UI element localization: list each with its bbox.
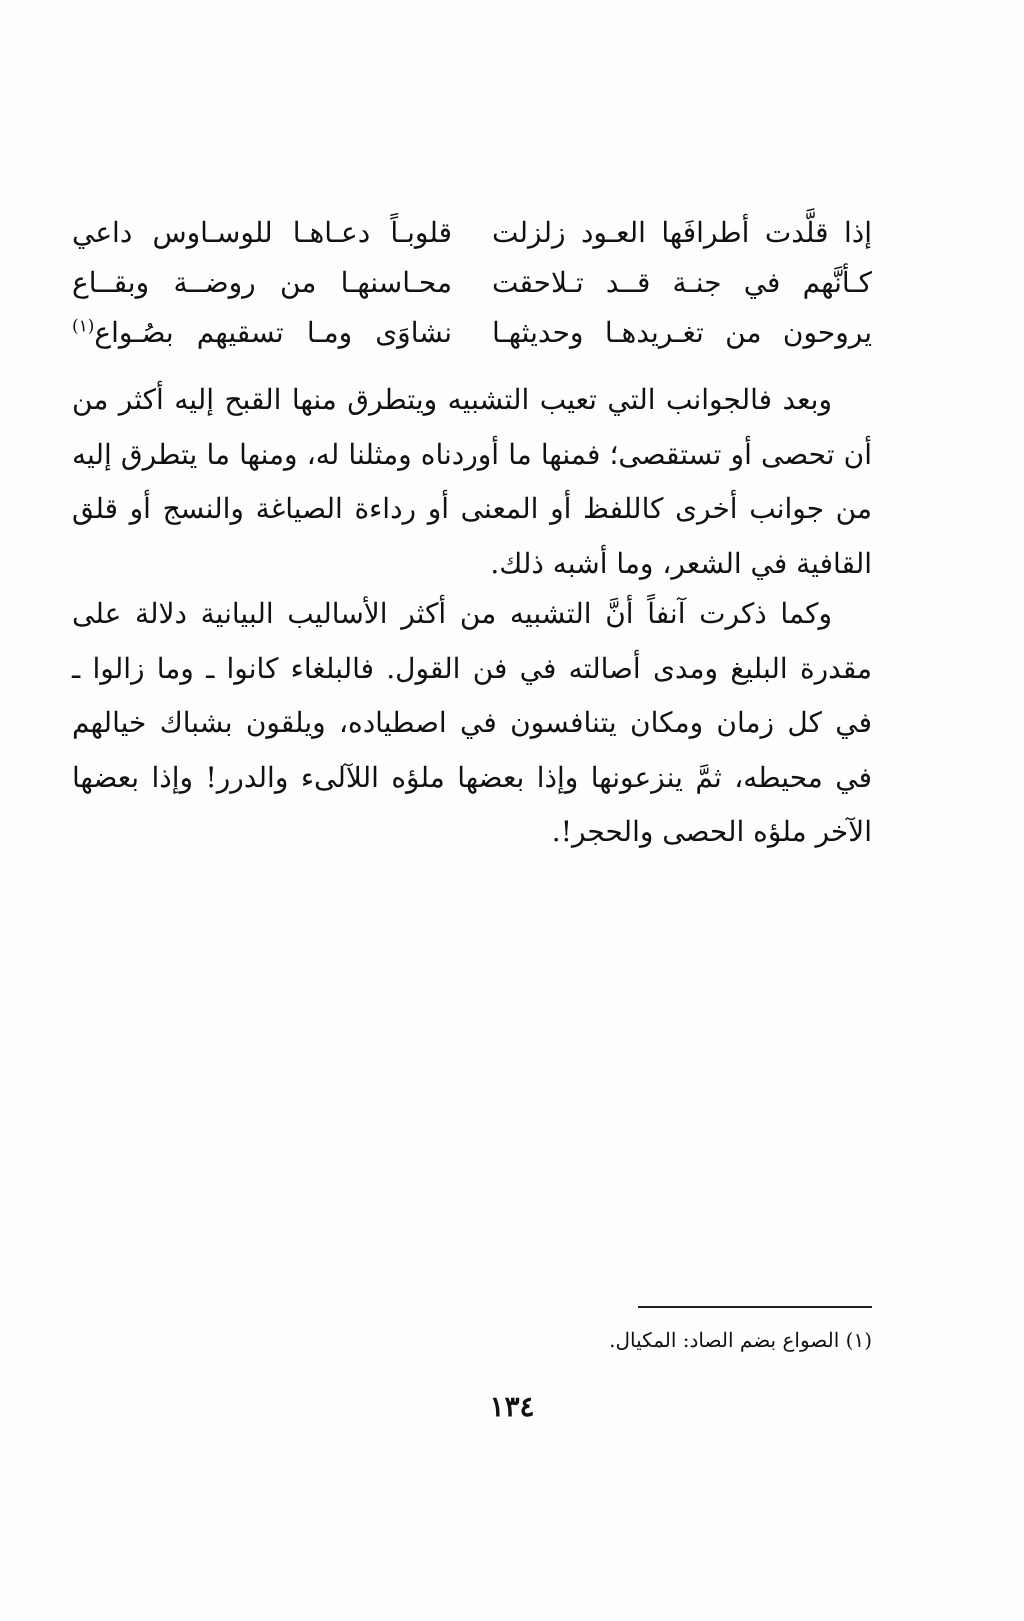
footnote-separator-rule [638, 1306, 872, 1308]
paragraph-1-text: وبعد فالجوانب التي تعيب التشبيه ويتطرق منها القبح إليه أكثر من أن تحصى أو تستقصى؛ فمنها ما أوردناه ومثلنا له، ومنها ما يتطرق إليه من جوانب أخرى كاللفظ أو المعنى أو رداءة الصياغة والنسج أو قلق القافية في الشعر، وما أشبه ذلك. [72, 383, 872, 580]
verse-2-first-hemistich: كـأنَّهم في جنـة قــد تـلاحقت [492, 266, 872, 299]
verse-1-first-hemistich: إذا قلَّدت أطرافَها العـود زلزلت [492, 216, 872, 249]
verse-3-second-hemistich-text: نشاوَى ومـا تسقيهم بصُـواع [94, 316, 452, 349]
verse-1-second-hemistich: قلوبـاً دعـاهـا للوسـاوس داعي [72, 216, 452, 249]
page-number: ١٣٤ [489, 1390, 535, 1423]
paragraph-2 [72, 587, 872, 860]
paragraph-1 [72, 373, 872, 591]
verse-3-second-hemistich [72, 308, 452, 358]
poem-verse-1 [72, 208, 872, 258]
verse-2-second-hemistich: محـاسنهـا من روضــة وبقــاع [72, 266, 452, 299]
poem-block [72, 208, 872, 358]
poem-verse-3 [72, 308, 872, 358]
verse-3-first-hemistich: يروحون من تغـريدهـا وحديثهـا [492, 316, 872, 349]
paragraph-2-text: وكما ذكرت آنفاً أنَّ التشبيه من أكثر الأساليب البيانية دلالة على مقدرة البليغ ومدى أصالته في فن القول. فالبلغاء كانوا ـ وما زالوا ـ في كل زمان ومكان يتنافسون في اصطياده، ويلقون بشباك خيالهم في محيطه، ثمَّ ينزعونها وإذا بعضها ملؤه اللآلىء والدرر! وإذا بعضها الآخر ملؤه الحصى والحجر!. [72, 597, 872, 848]
poem-verse-2 [72, 258, 872, 308]
footnote-reference-marker: (١) [72, 316, 95, 337]
footnote: (١) الصواع بضم الصاد: المكيال. [609, 1328, 872, 1352]
